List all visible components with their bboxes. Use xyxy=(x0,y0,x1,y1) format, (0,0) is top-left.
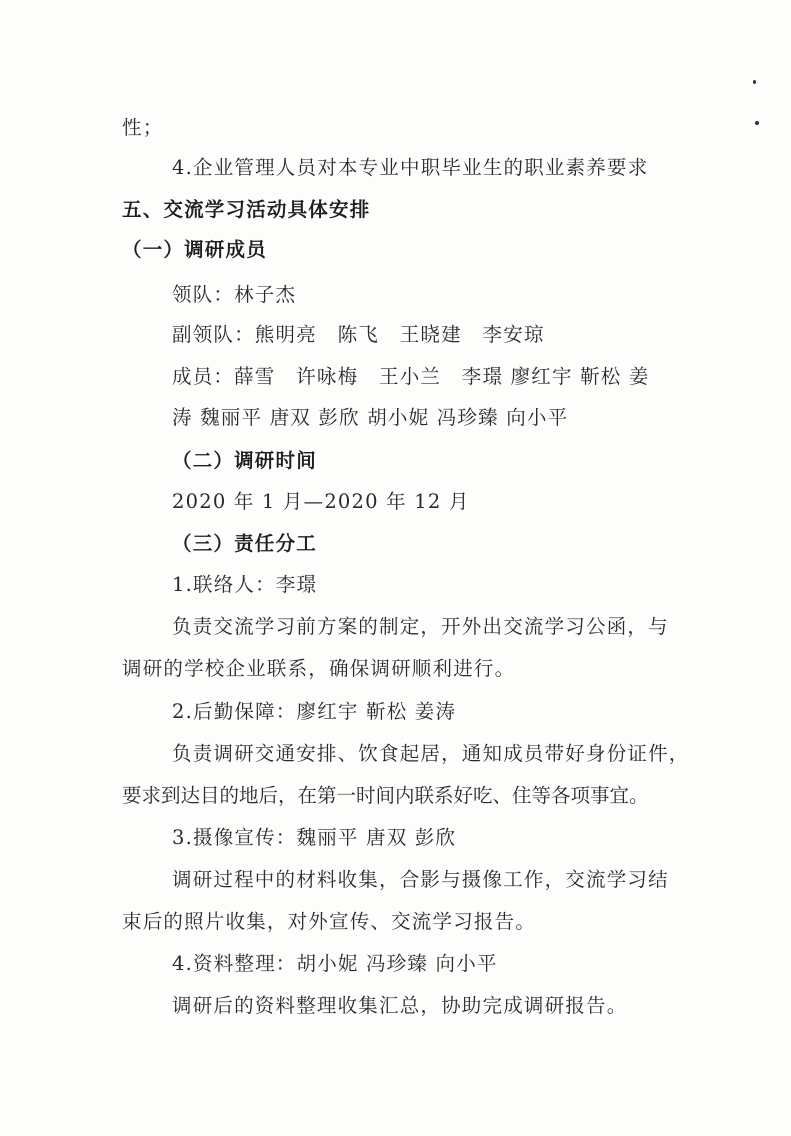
text-line: 调研过程中的材料收集，合影与摄像工作，交流学习结 xyxy=(172,868,669,891)
subsection-heading: （一）调研成员 xyxy=(122,238,267,261)
text-line: 2020 年 1 月—2020 年 12 月 xyxy=(172,490,470,513)
text-line: 副领队：熊明亮 陈飞 王晓建 李安琼 xyxy=(172,323,545,346)
text-line: 领队：林子杰 xyxy=(172,283,297,306)
text-line: 要求到达目的地后，在第一时间内联系好吃、住等各项事宜。 xyxy=(122,784,649,807)
section-heading: 五、交流学习活动具体安排 xyxy=(122,198,371,221)
text-line: 2.后勤保障：廖红宇 靳松 姜涛 xyxy=(172,700,457,723)
text-line: 3.摄像宣传：魏丽平 唐双 彭欣 xyxy=(172,826,457,849)
subsection-heading: （二）调研时间 xyxy=(172,449,317,472)
text-line: 性； xyxy=(122,116,164,139)
text-line: 束后的照片收集，对外宣传、交流学习报告。 xyxy=(122,910,537,933)
text-line: 负责交流学习前方案的制定，开外出交流学习公函，与 xyxy=(172,615,669,638)
text-line: 4.企业管理人员对本专业中职毕业生的职业素养要求 xyxy=(172,156,649,179)
text-line: 调研的学校企业联系，确保调研顺利进行。 xyxy=(122,657,516,680)
scan-speck xyxy=(753,80,756,84)
text-line: 调研后的资料整理收集汇总，协助完成调研报告。 xyxy=(172,994,628,1017)
text-line: 涛 魏丽平 唐双 彭欣 胡小妮 冯珍臻 向小平 xyxy=(172,406,569,429)
text-line: 4.资料整理：胡小妮 冯珍臻 向小平 xyxy=(172,952,498,975)
text-line: 成员：薛雪 许咏梅 王小兰 李璟 廖红宇 靳松 姜 xyxy=(172,365,650,388)
scan-speck xyxy=(755,121,759,125)
text-line: 1.联络人：李璟 xyxy=(172,573,318,596)
text-line: 负责调研交通安排、饮食起居，通知成员带好身份证件， xyxy=(172,742,690,765)
subsection-heading: （三）责任分工 xyxy=(172,532,317,555)
